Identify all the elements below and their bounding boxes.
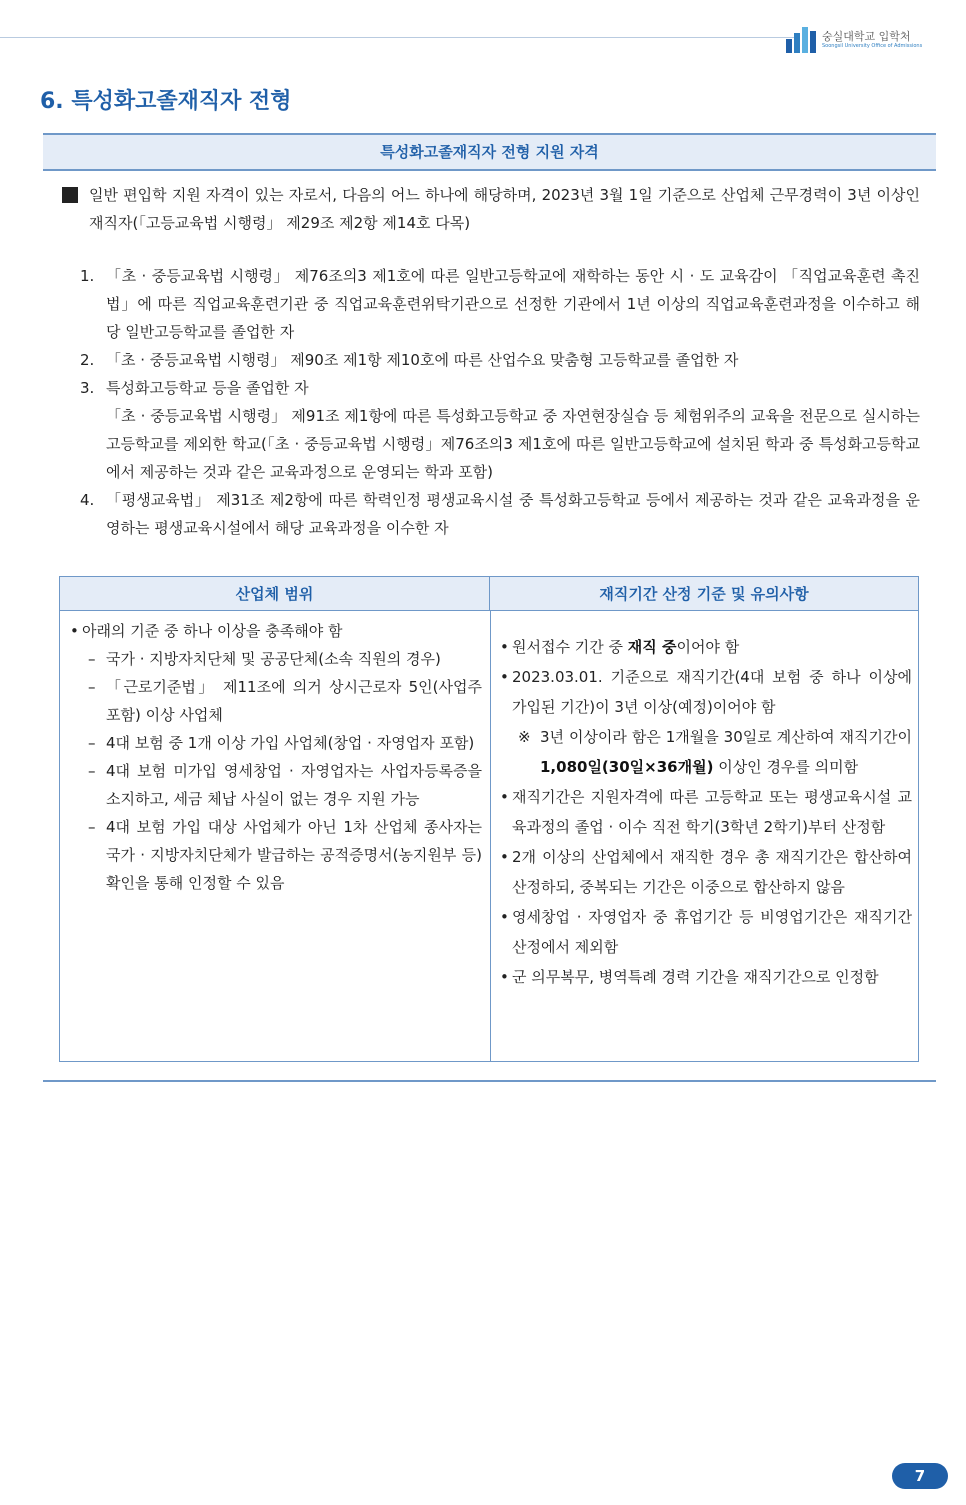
qualification-list (80, 262, 920, 542)
bullet-icon: • (500, 908, 509, 926)
list-item: – 4대 보험 미가입 영세창업 · 자영업자는 사업자등록증을 소지하고, 세금 체납 사실이 없는 경우 지원 가능 (70, 757, 482, 813)
list-item-detail: 「초 · 중등교육법 시행령」 제91조 제1항에 따른 특성화고등학교 중 자연현장실습 등 체험위주의 교육을 전문으로 실시하는 고등학교를 제외한 학교(「초 · 중등교육법 시행령」제76조의3 제1호에 따른 일반고등학교에 설치된 학과 중 특성화고등학교에서 제공하는 것과 같은 교육과정으로 운영되는 학과 포함) (106, 407, 920, 481)
university-logo (786, 27, 922, 53)
banner-underline (43, 169, 936, 170)
industry-scope-cell (70, 617, 482, 897)
page-number: 7 (892, 1463, 948, 1489)
list-item: – 「근로기준법」 제11조에 의거 상시근로자 5인(사업주 포함) 이상 사업체 (70, 673, 482, 729)
reference-mark-icon: ※ (518, 728, 531, 746)
list-item (80, 486, 920, 542)
list-item: • 재직기간은 지원자격에 따른 고등학교 또는 평생교육시설 교육과정의 졸업 · 이수 직전 학기(3학년 2학기)부터 산정함 (500, 782, 912, 842)
dash-icon: – (88, 678, 96, 696)
list-item-number: 2. (80, 351, 95, 369)
bullet-icon: • (500, 788, 509, 806)
dash-icon: – (88, 818, 96, 836)
list-item: • 2023.03.01. 기준으로 재직기간(4대 보험 중 하나 이상에 가입된 기간)이 3년 이상(예정)이어야 함 (500, 662, 912, 722)
list-item: • 영세창업 · 자영업자 중 휴업기간 등 비영업기간은 재직기간 산정에서 제외함 (500, 902, 912, 962)
list-item-text: 「평생교육법」 제31조 제2항에 따른 학력인정 평생교육시설 중 특성화고등학교 등에서 제공하는 것과 같은 교육과정을 운영하는 평생교육시설에서 해당 교육과정을 이수한 자 (106, 491, 920, 537)
list-item: – 국가 · 지방자치단체 및 공공단체(소속 직원의 경우) (70, 645, 482, 673)
qualification-banner: 특성화고졸재직자 전형 지원 자격 (43, 133, 936, 171)
list-item (80, 262, 920, 346)
list-item-number: 4. (80, 491, 95, 509)
logo-mark-icon (786, 27, 816, 53)
logo-text-kr: 숭실대학교 입학처 (822, 30, 911, 43)
bullet-icon: • (70, 622, 79, 640)
list-item: – 4대 보험 가입 대상 사업체가 아닌 1차 산업체 종사자는 국가 · 지방자치단체가 발급하는 공적증명서(농지원부 등) 확인을 통해 인정할 수 있음 (70, 813, 482, 897)
dash-icon: – (88, 734, 96, 752)
list-item: • 2개 이상의 산업체에서 재직한 경우 총 재직기간은 합산하여 산정하되, 중복되는 기간은 이중으로 합산하지 않음 (500, 842, 912, 902)
square-bullet-icon (62, 187, 78, 203)
list-item: • 원서접수 기간 중 재직 중이어야 함 (500, 632, 912, 662)
main-qualification (62, 181, 920, 237)
main-qualification-text: 일반 편입학 지원 자격이 있는 자로서, 다음의 어느 하나에 해당하며, 2023년 3월 1일 기준으로 산업체 근무경력이 3년 이상인 재직자(「고등교육법 시행령」 제29조 제2항 제14호 다목) (89, 186, 920, 232)
list-item-number: 3. (80, 379, 95, 397)
dash-icon: – (88, 762, 96, 780)
list-item (80, 374, 920, 486)
list-item: – 4대 보험 중 1개 이상 가입 사업체(창업 · 자영업자 포함) (70, 729, 482, 757)
list-item: • 아래의 기준 중 하나 이상을 충족해야 함 (70, 617, 482, 645)
list-item (80, 346, 920, 374)
list-item-text: 「초 · 중등교육법 시행령」 제76조의3 제1호에 따른 일반고등학교에 재학하는 동안 시 · 도 교육감이 「직업교육훈련 촉진법」에 따른 직업교육훈련기관 중 직업교육훈련위탁기관으로 선정한 기관에서 1년 이상의 직업교육훈련과정을 이수하고 해당 일반고등학교를 졸업한 자 (106, 267, 920, 341)
list-item-text: 특성화고등학교 등을 졸업한 자 (106, 379, 309, 397)
employment-period-cell (500, 632, 912, 992)
criteria-table (59, 576, 919, 1062)
list-item-text: 「초 · 중등교육법 시행령」 제90조 제1항 제10호에 따른 산업수요 맞춤형 고등학교를 졸업한 자 (106, 351, 739, 369)
section-title: 6. 특성화고졸재직자 전형 (40, 89, 292, 114)
bullet-icon: • (500, 848, 509, 866)
note-item: ※ 3년 이상이라 함은 1개월을 30일로 계산하여 재직기간이 1,080일(30일×36개월) 이상인 경우를 의미함 (500, 722, 912, 782)
column-divider (490, 611, 491, 1061)
logo-text-en: Soongsil University Office of Admissions (822, 43, 923, 49)
header-rule (0, 37, 800, 38)
bullet-icon: • (500, 668, 509, 686)
list-item: • 군 의무복무, 병역특례 경력 기간을 재직기간으로 인정함 (500, 962, 912, 992)
list-item-number: 1. (80, 267, 95, 285)
section-bottom-rule (43, 1080, 936, 1082)
dash-icon: – (88, 650, 96, 668)
table-header-employment-period: 재직기간 산정 기준 및 유의사항 (490, 577, 918, 611)
table-header-industry-scope: 산업체 범위 (60, 577, 490, 611)
bullet-icon: • (500, 968, 509, 986)
bullet-icon: • (500, 638, 509, 656)
